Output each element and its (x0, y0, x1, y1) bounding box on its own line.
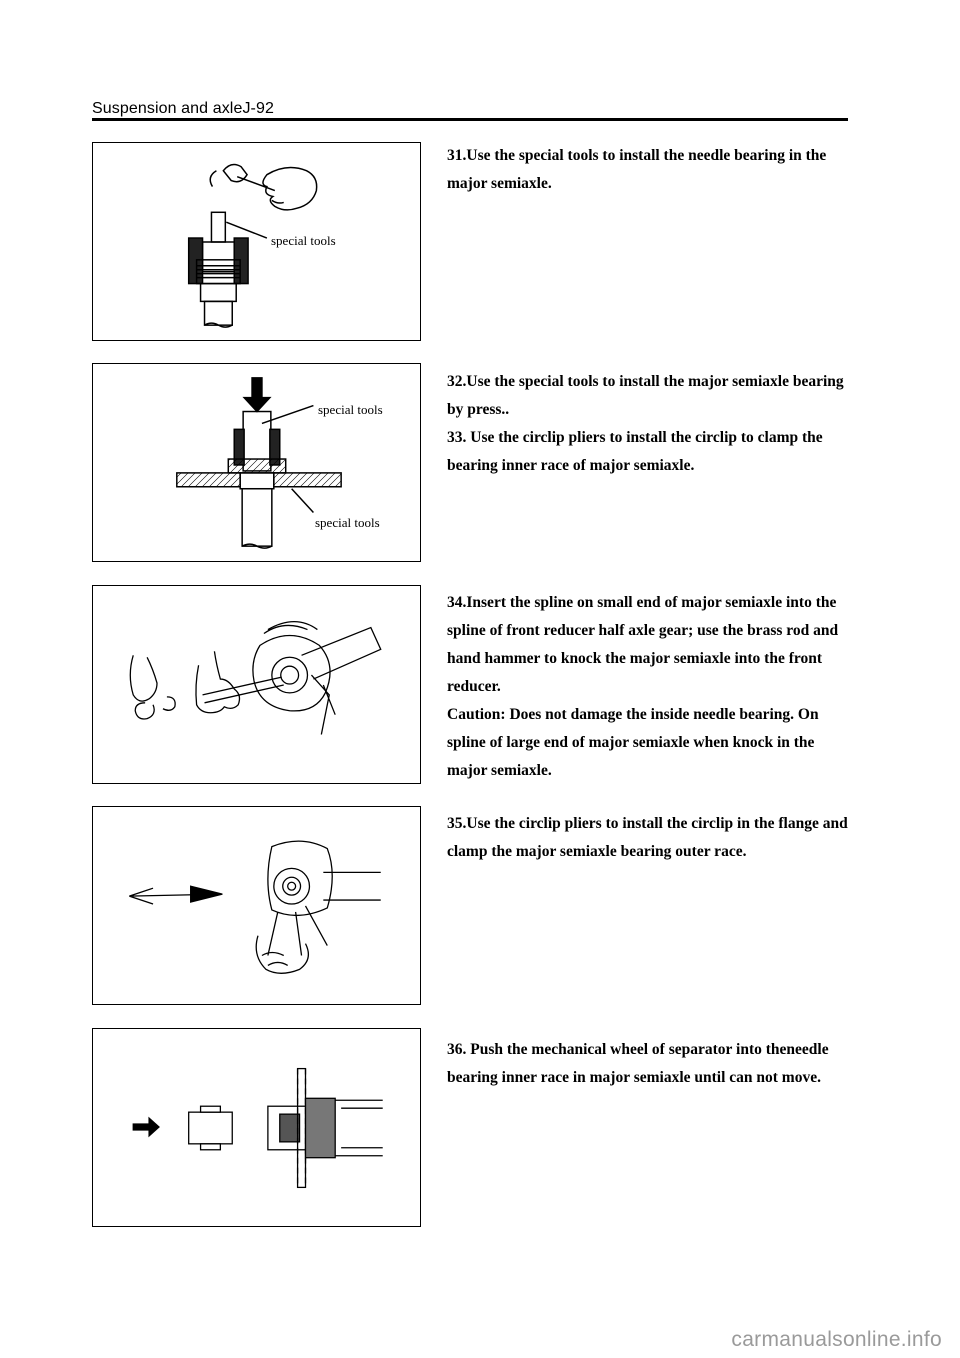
step-31-text (447, 142, 849, 198)
step-34-line: 34.Insert the spline on small end of major semiaxle into the spline of front reducer half axle gear; use the brass rod and hand hammer to knock the major semiaxle into the front reducer. (447, 594, 839, 695)
special-tools-label: special tools (271, 233, 336, 248)
step-33-line: 33. Use the circlip pliers to install the circlip to clamp the bearing inner race of major semiaxle. (447, 429, 823, 474)
step-32-line: 32.Use the special tools to install the major semiaxle bearing by press.. (447, 373, 844, 418)
figure-circlip-flange-install (92, 806, 421, 1005)
special-tools-top-label: special tools (318, 402, 383, 417)
step-32-33-text (447, 368, 849, 480)
figure-needle-bearing-install (92, 142, 421, 341)
semiaxle-knock-illustration (93, 586, 420, 783)
special-tools-bottom-label: special tools (315, 515, 380, 530)
figure-separator-wheel-push (92, 1028, 421, 1227)
step-36-text (447, 1036, 849, 1092)
needle-bearing-illustration (93, 143, 420, 340)
header-rule (92, 118, 848, 121)
step-35-text (447, 810, 849, 866)
step-36-line: 36. Push the mechanical wheel of separator into theneedle bearing inner race in major semiaxle until can not move. (447, 1041, 829, 1086)
figure-semiaxle-bearing-press (92, 363, 421, 562)
step-34-text (447, 589, 849, 785)
step-31-line: 31.Use the special tools to install the needle bearing in the major semiaxle. (447, 147, 827, 192)
page-header: Suspension and axleJ-92 (92, 100, 274, 117)
circlip-flange-illustration (93, 807, 420, 1004)
step-34-caution: Caution: Does not damage the inside needle bearing. On spline of large end of major semiaxle when knock in the major semiaxle. (447, 706, 819, 779)
semiaxle-press-illustration (93, 364, 420, 561)
watermark: carmanualsonline.info (731, 1328, 942, 1351)
figure-semiaxle-knock-in (92, 585, 421, 784)
step-35-line: 35.Use the circlip pliers to install the circlip in the flange and clamp the major semiaxle bearing outer race. (447, 815, 848, 860)
separator-push-illustration (93, 1029, 420, 1226)
